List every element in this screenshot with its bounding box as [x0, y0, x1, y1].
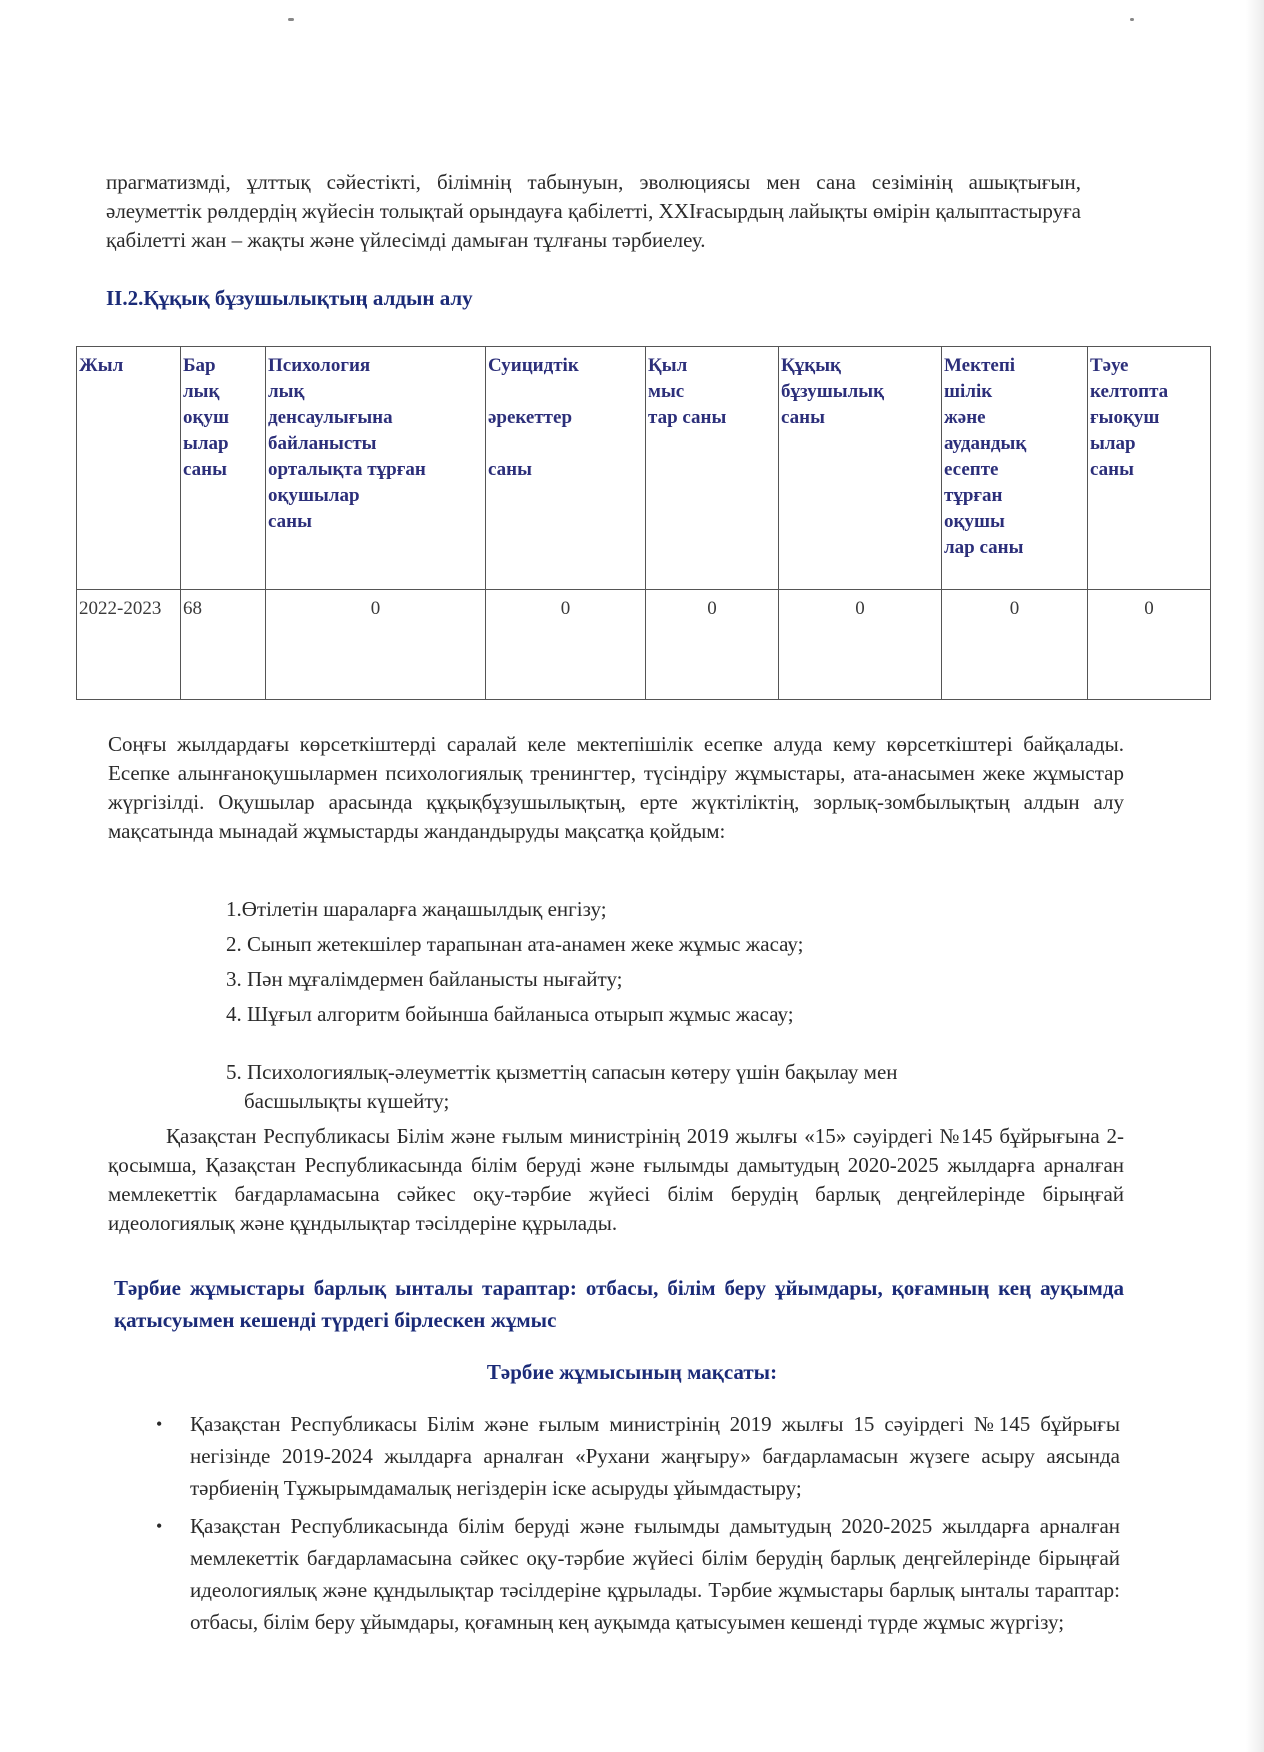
goal-text: Қазақстан Республикасында білім беруді және ғылымды дамытудың 2020-2025 жылдарға арналған мемлекеттік бағдарламасына сәйкес оқу-тәрбие жүйесі білім берудің барлық деңгейлерінде бірыңғай идеологиялық және құндылықтар тәсілдеріне құрылады. Тәрбие жұмыстары барлық ынталы тараптар: отбасы, білім беру ұйымдары, қоғамның кең ауқымда қатысуымен кешенді түрде жұмыс жүргізу;: [190, 1514, 1120, 1634]
list-item-continuation: басшылықты күшейту;: [244, 1089, 450, 1113]
cell-psych-center-students: 0: [266, 590, 486, 700]
header-line: есепте: [944, 459, 999, 480]
header-year: [77, 347, 181, 590]
intro-paragraph: прагматизмді, ұлттық сәйестікті, білімнің табынуын, эволюциясы мен сана сезімінің ашықтығын, әлеуметтік рөлдердің жүйесін толықтай орындауға қабілетті, ХХІғасырдың лайықты өмірін қалыптастыруға қабілетті жан – жақты және үйлесімді дамыған тұлғаны тәрбиелеу.: [106, 170, 1081, 252]
header-line: тар саны: [648, 407, 727, 428]
cell-year: 2022-2023: [77, 590, 181, 700]
header-line: Бар: [183, 355, 216, 376]
header-line: Суицидтік: [488, 355, 579, 376]
header-line: оқушылар: [268, 485, 360, 506]
header-suicidal-actions: [486, 347, 646, 590]
section-heading: ІІ.2.Құқық бұзушылықтың алдын алу: [106, 286, 473, 310]
bold-paragraph: Тәрбие жұмыстары барлық ынталы тараптар: отбасы, білім беру ұйымдары, қоғамның кең ауқымда қатысуымен кешенді түрдегі бірлескен жұмыс: [114, 1276, 1124, 1332]
cell-crimes: 0: [646, 590, 779, 700]
header-line: тұрған: [944, 485, 1003, 506]
header-line: Қыл: [648, 355, 688, 376]
header-offenses: [779, 347, 942, 590]
header-line: ылар: [183, 433, 229, 454]
scan-speck: [1130, 18, 1134, 21]
table-header-row: [77, 347, 1211, 590]
list-item: 4. Шұғыл алгоритм бойынша байланыса отырып жұмыс жасау;: [226, 1002, 794, 1026]
scan-speck: [288, 18, 294, 21]
header-line: саны: [1090, 459, 1134, 480]
header-line: шілік: [944, 381, 993, 402]
header-line: әрекеттер: [488, 407, 573, 428]
header-line: оқушы: [944, 511, 1005, 532]
header-line: Психология: [268, 355, 371, 376]
bullet-icon: •: [156, 1414, 163, 1434]
header-line: лық: [268, 381, 305, 402]
header-line: саны: [488, 459, 532, 480]
ministry-paragraph: Қазақстан Республикасы Білім және ғылым министрінің 2019 жылғы «15» сәуірдегі №145 бұйрығына 2-қосымша, Қазақстан Республикасында білім беруді және ғылымды дамытудың 2020-2025 жылдарға арналған мемлекеттік бағдарламасына сәйкес оқу-тәрбие жүйесі білім берудің барлық деңгейлерінде бірыңғай идеологиялық және құндылықтар тәсілдеріне құрылады.: [108, 1124, 1124, 1235]
goal-text: Қазақстан Республикасы Білім және ғылым министрінің 2019 жылғы 15 сәуірдегі №145 бұйрығы негізінде 2019-2024 жылдарға арналған «Рухани жаңғыру» бағдарламасын жүзеге асыру аясында тәрбиенің Тұжырымдамалық негіздерін іске асыруды ұйымдастыру;: [190, 1412, 1120, 1500]
goals-heading: Тәрбие жұмысының мақсаты:: [486, 1360, 778, 1384]
header-line: денсаулығына: [268, 407, 393, 428]
header-psych-center-students: [266, 347, 486, 590]
header-line: бұзушылық: [781, 381, 885, 402]
header-line: лық: [183, 381, 220, 402]
header-line: Мектепі: [944, 355, 1016, 376]
measures-list: [226, 895, 1126, 1116]
page-edge-shadow: [1246, 0, 1264, 1752]
header-line: Құқық: [781, 355, 842, 376]
header-line: саны: [781, 407, 825, 428]
header-registered-students: [942, 347, 1088, 590]
header-line: [488, 379, 643, 405]
offense-statistics-table: [76, 346, 1211, 700]
cell-total-students: 68: [181, 590, 266, 700]
header-total-students: [181, 347, 266, 590]
list-item: 3. Пән мұғалімдермен байланысты нығайту;: [226, 967, 623, 991]
header-line: мыс: [648, 381, 685, 402]
table-row: [77, 590, 1211, 700]
header-risk-group-students: [1088, 347, 1211, 590]
cell-suicidal-actions: 0: [486, 590, 646, 700]
cell-registered-students: 0: [942, 590, 1088, 700]
list-item: 1.Өтілетін шараларға жаңашылдық енгізу;: [226, 897, 607, 921]
header-line: саны: [183, 459, 227, 480]
goals-list: [150, 1408, 1120, 1644]
header-line: келтопта: [1090, 381, 1169, 402]
header-line: лар саны: [944, 537, 1024, 558]
header-line: орталықта тұрған: [268, 459, 426, 480]
header-line: оқуш: [183, 407, 229, 428]
header-line: байланысты: [268, 433, 377, 454]
list-item-text: 5. Психологиялық-әлеуметтік қызметтің сапасын көтеру үшін бақылау мен: [226, 1060, 898, 1084]
cell-risk-group-students: 0: [1088, 590, 1211, 700]
list-item: [150, 1408, 1120, 1504]
header-line: Жыл: [79, 355, 124, 376]
header-line: Тәуе: [1090, 355, 1129, 376]
header-line: [488, 431, 643, 457]
header-crimes: [646, 347, 779, 590]
header-line: ғыоқуш: [1090, 407, 1160, 428]
header-line: саны: [268, 511, 312, 532]
header-line: ылар: [1090, 433, 1136, 454]
list-item: 2. Сынып жетекшілер тарапынан ата-анамен жеке жұмыс жасау;: [226, 932, 804, 956]
list-item: [150, 1510, 1120, 1638]
analysis-paragraph: Соңғы жылдардағы көрсеткіштерді саралай келе мектепішілік есепке алуда кему көрсеткіштері байқалады. Есепке алынғаноқушылармен психологиялық тренингтер, түсіндіру жұмыстары, ата-анасымен жеке жұмыстар жүргізілді. Оқушылар арасында құқықбұзушылықтың, ерте жүктіліктің, зорлық-зомбылықтың алдын алу мақсатында мынадай жұмыстарды жандандыруды мақсатқа қойдым:: [108, 732, 1124, 843]
header-line: аудандық: [944, 433, 1027, 454]
cell-offenses: 0: [779, 590, 942, 700]
list-item: [226, 1058, 1126, 1116]
bullet-icon: •: [156, 1516, 163, 1536]
header-line: және: [944, 407, 986, 428]
